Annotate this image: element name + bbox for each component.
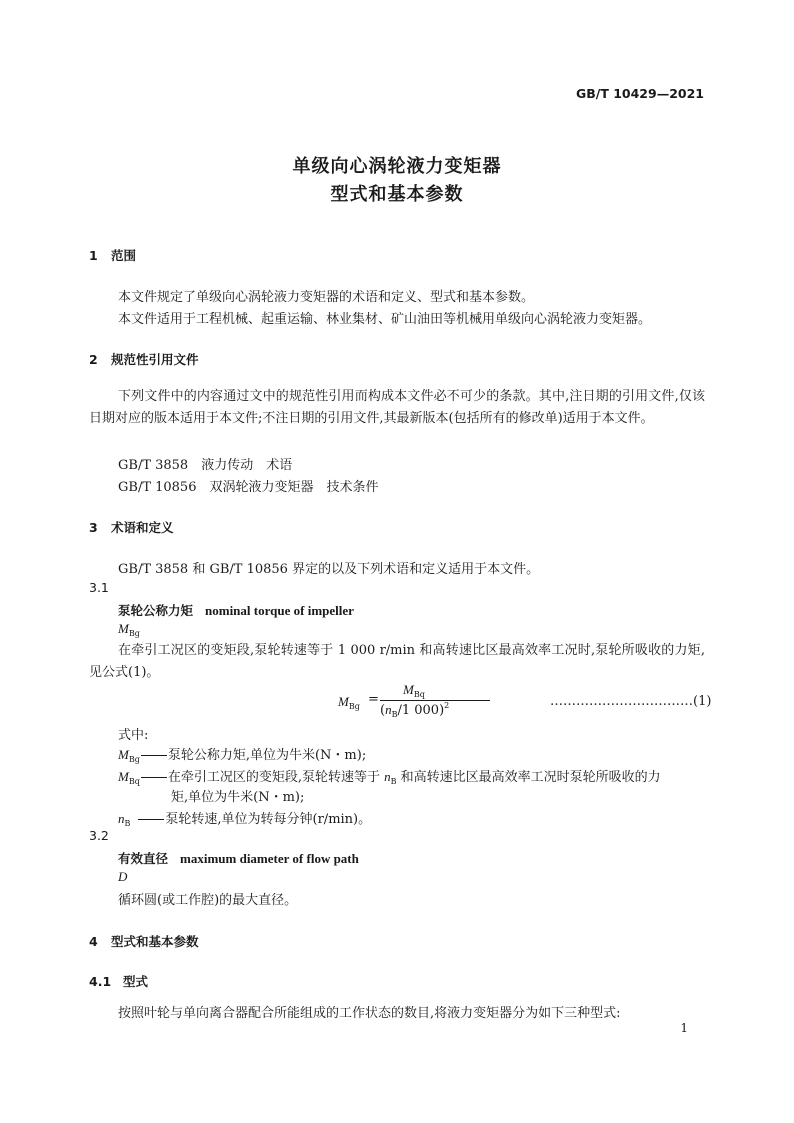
term-symbol: D xyxy=(118,869,128,884)
term-english: nominal torque of impeller xyxy=(205,603,354,618)
term-chinese: 有效直径 xyxy=(118,851,169,866)
term-symbol: $M_{Bg}$ xyxy=(118,621,140,638)
section-title: 规范性引用文件 xyxy=(111,352,199,367)
section-1-heading xyxy=(89,246,136,264)
scope-paragraph-1: 本文件规定了单级向心涡轮液力变矩器的术语和定义、型式和基本参数。 xyxy=(118,290,535,305)
section-number: 2 xyxy=(89,352,98,367)
section-2-heading xyxy=(89,350,199,368)
section-title: 范围 xyxy=(111,248,137,263)
scope-paragraph-2: 本文件适用于工程机械、起重运输、林业集材、矿山油田等机械用单级向心涡轮液力变矩器。 xyxy=(118,312,652,327)
subsection-title: 型式 xyxy=(123,974,149,989)
types-intro-paragraph: 按照叶轮与单向离合器配合所能组成的工作状态的数目,将液力变矩器分为如下三种型式: xyxy=(118,1006,621,1021)
term-entry xyxy=(118,849,359,867)
subsection-number: 4.1 xyxy=(89,974,112,989)
section-number: 4 xyxy=(89,934,98,949)
section-number: 3 xyxy=(89,520,98,535)
terms-intro-paragraph: GB/T 3858 和 GB/T 10856 界定的以及下列术语和定义适用于本文件。 xyxy=(118,562,540,577)
term-definition: 在牵引工况区的变矩段,泵轮转速等于 1 000 r/min 和高转速比区最高效率工况时,泵轮所吸收的力矩,见公式(1)。 xyxy=(89,643,705,680)
section-title: 型式和基本参数 xyxy=(111,934,199,949)
formula-number: ……………………………(1) xyxy=(550,694,712,709)
section-4-heading xyxy=(89,932,199,950)
document-title: 单级向心涡轮液力变矩器 xyxy=(292,156,502,177)
reference-item: GB/T 3858 液力传动 术语 xyxy=(118,458,293,473)
section-3-heading xyxy=(89,518,174,536)
reference-item: GB/T 10856 双涡轮液力变矩器 技术条件 xyxy=(118,480,379,495)
term-english: maximum diameter of flow path xyxy=(180,851,359,866)
variable-definition: $n_B$ 泵轮转速,单位为转每分钟(r/min)。 xyxy=(118,811,372,828)
fraction-bar xyxy=(380,700,490,701)
subsection-4-1-heading xyxy=(89,972,148,990)
document-subtitle: 型式和基本参数 xyxy=(330,184,464,205)
term-chinese: 泵轮公称力矩 xyxy=(118,603,194,618)
where-label: 式中: xyxy=(118,728,149,743)
variable-definition-continuation: 矩,单位为牛米(N・m); xyxy=(171,790,305,805)
clause-number: 3.2 xyxy=(89,828,109,843)
term-entry xyxy=(118,601,354,619)
normative-references-paragraph: 下列文件中的内容通过文中的规范性引用而构成本文件必不可少的条款。其中,注日期的引用文件,仅该日期对应的版本适用于本文件;不注日期的引用文件,其最新版本(包括所有的修改单)适用于本文件。 xyxy=(89,389,705,426)
variable-definition: $M_{Bg}$ 泵轮公称力矩,单位为牛米(N・m); xyxy=(118,747,367,764)
variable-definition: $M_{Bq}$ 在牵引工况区的变矩段,泵轮转速等于 $n_B$ 和高转速比区最高效率工况时泵轮所吸收的力 xyxy=(118,769,661,786)
clause-number: 3.1 xyxy=(89,580,109,595)
section-title: 术语和定义 xyxy=(111,520,174,535)
section-number: 1 xyxy=(89,248,98,263)
term-definition: 循环圆(或工作腔)的最大直径。 xyxy=(118,893,298,908)
page-number: 1 xyxy=(680,1021,688,1035)
standard-number: GB/T 10429—2021 xyxy=(575,86,704,101)
